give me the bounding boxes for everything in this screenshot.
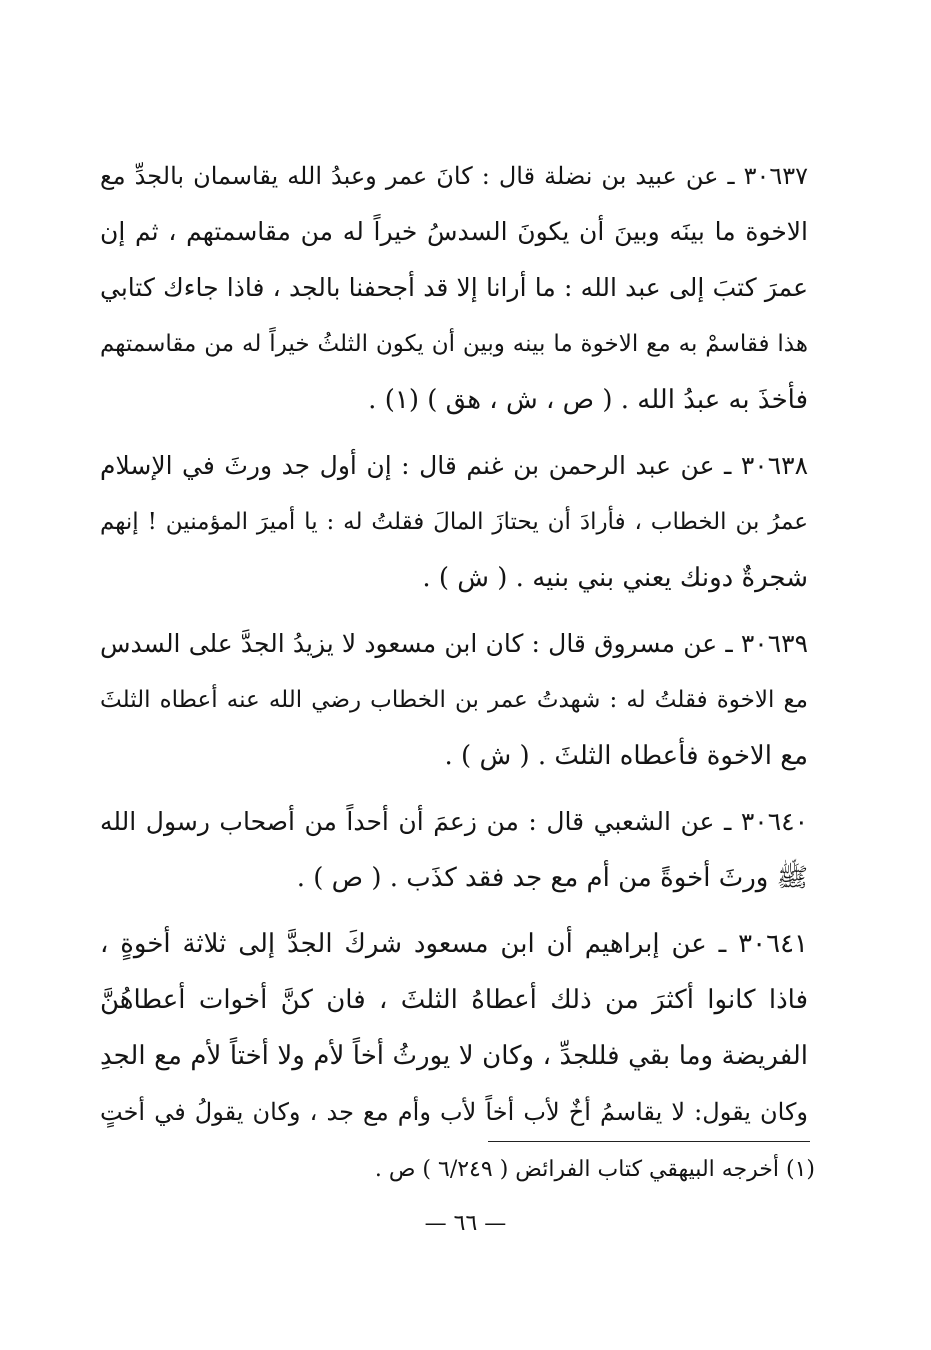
text-line: ﷺ ورثَ أخوةً من أم مع جد فقد كذَب . ( ص ) . (296, 863, 808, 893)
text-line: ٣٠٦٣٨ ـ عن عبد الرحمن بن غنم قال : إن أول جد ورثَ في الإسلام (100, 451, 808, 480)
entry-30640 (100, 794, 808, 906)
text-line: هذا فقاسمْ به مع الاخوة ما بينه وبين أن يكون الثلثُ خيراً له من مقاسمتهم (100, 331, 808, 357)
text-line: مع الاخوة فأعطاه الثلثَ . ( ش ) . (444, 741, 808, 771)
footnote: (١) أخرجه البيهقي كتاب الفرائض ( ٦/٢٤٩ ) ص . (374, 1157, 815, 1182)
text-line: مع الاخوة فقلتُ له : شهدتُ عمر بن الخطاب رضي الله عنه أعطاه الثلثَ (100, 687, 808, 713)
entry-30639 (100, 616, 808, 784)
text-line: عمرَ كتبَ إلى عبد الله : ما أرانا إلا قد أجحفنا بالجد ، فاذا جاءك كتابي (100, 273, 808, 302)
text-line: شجرةٌ دونك يعني بني بنيه . ( ش ) . (422, 563, 808, 593)
text-line: فاذا كانوا أكثرَ من ذلك أعطاهُ الثلثَ ، فان كنَّ أخوات أعطاهُنَّ (100, 985, 808, 1015)
text-line: وكان يقول: لا يقاسمُ أخٌ لأب أخاً لأب وأم مع جد ، وكان يقولُ في أختٍ (100, 1098, 808, 1126)
text-line: ٣٠٦٣٩ ـ عن مسروق قال : كان ابن مسعود لا يزيدُ الجدَّ على السدس (100, 629, 808, 658)
text-line: فأخذَ به عبدُ الله . ( ص ، ش ، هق ) (١) . (368, 385, 808, 415)
text-line: عمرُ بن الخطاب ، فأرادَ أن يحتازَ المالَ فقلتُ له : يا أميرَ المؤمنين ! إنهم (100, 509, 808, 535)
text-line: الفريضة وما بقي فللجدِّ ، وكان لا يورثُ أخاً لأم ولا أختاً لأم مع الجدِ (100, 1041, 808, 1071)
footnote-divider (488, 1141, 810, 1142)
entry-30638 (100, 438, 808, 606)
entry-30637 (100, 148, 808, 428)
text-line: الاخوة ما بينَه وبينَ أن يكونَ السدسُ خيراً له من مقاسمتهم ، ثم إن (100, 217, 808, 246)
page-number: — ٦٦ — (424, 1211, 507, 1236)
text-line: ٣٠٦٤١ ـ عن إبراهيم أن ابن مسعود شركَ الجدَّ إلى ثلاثة أخوةٍ ، (100, 929, 808, 959)
text-line: ٣٠٦٤٠ ـ عن الشعبي قال : من زعمَ أن أحداً من أصحاب رسول الله (100, 807, 808, 836)
entry-30641 (100, 916, 808, 1140)
main-text (100, 148, 808, 1150)
text-line: ٣٠٦٣٧ ـ عن عبيد بن نضلة قال : كانَ عمر وعبدُ الله يقاسمان بالجدِّ مع (100, 162, 808, 190)
